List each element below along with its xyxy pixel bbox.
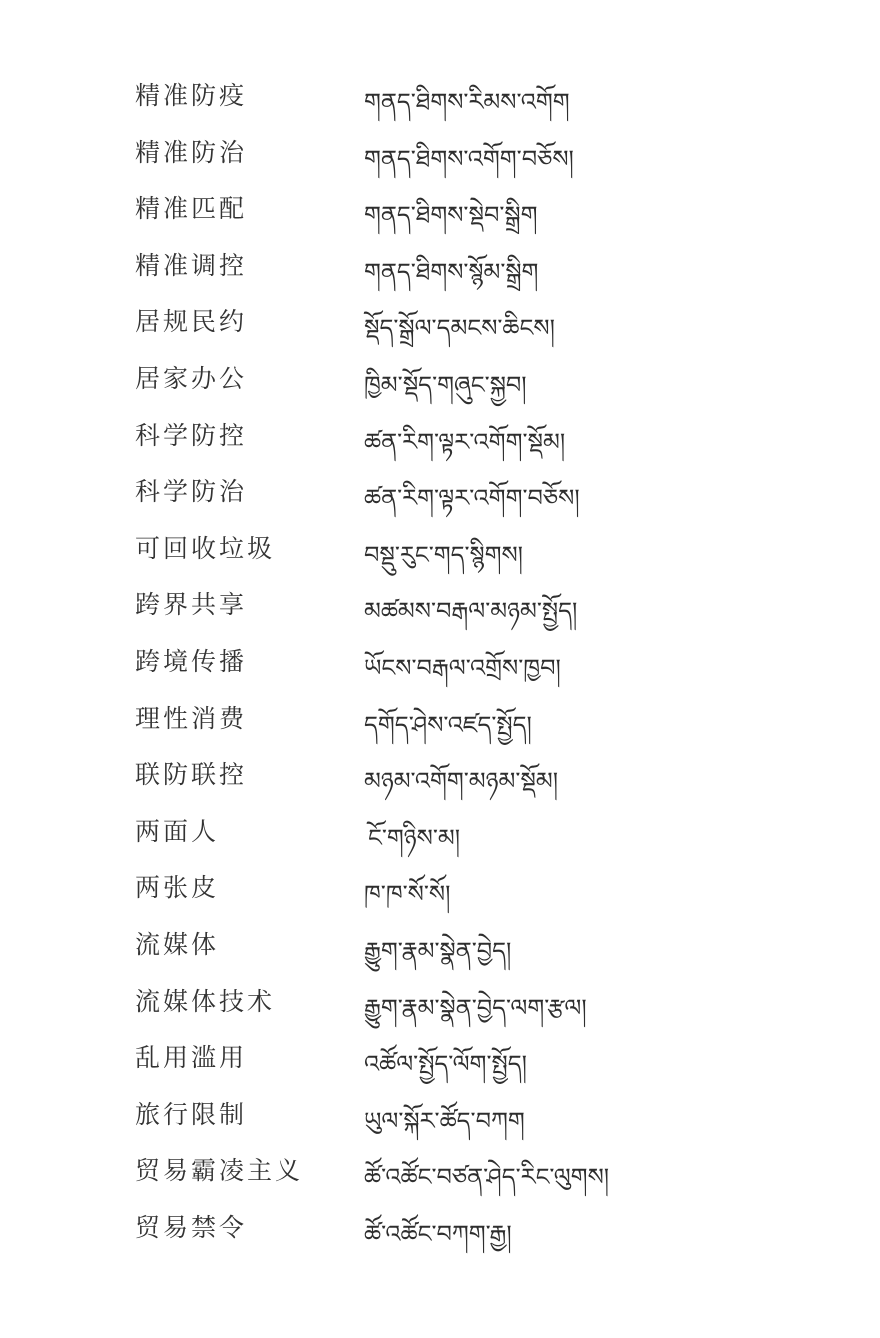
chinese-term: 贸易霸凌主义 bbox=[135, 1156, 304, 1186]
glossary-row bbox=[0, 68, 880, 125]
glossary-row bbox=[0, 181, 880, 238]
glossary-row bbox=[0, 1143, 880, 1200]
glossary-row bbox=[0, 125, 880, 182]
tibetan-term: གནད་ཐིགས་རིམས་འགོག bbox=[364, 88, 570, 116]
glossary-row bbox=[0, 691, 880, 748]
glossary-row bbox=[0, 1087, 880, 1144]
glossary-row bbox=[0, 408, 880, 465]
chinese-term: 旅行限制 bbox=[135, 1099, 248, 1129]
glossary-list bbox=[0, 68, 880, 1256]
chinese-term: 贸易禁令 bbox=[135, 1212, 248, 1242]
tibetan-term: ངོ་གཉིས་མ། bbox=[368, 823, 461, 852]
tibetan-term: འཚོལ་སྤྱོད་ལོག་སྤྱོད། bbox=[364, 1050, 527, 1079]
glossary-row bbox=[0, 917, 880, 974]
tibetan-term: སྡོད་སྒྲོལ་དམངས་ཆིངས། bbox=[364, 314, 555, 343]
chinese-term: 可回收垃圾 bbox=[135, 533, 276, 563]
glossary-row bbox=[0, 804, 880, 861]
glossary-row bbox=[0, 351, 880, 408]
chinese-term: 跨界共享 bbox=[135, 590, 248, 620]
chinese-term: 流媒体 bbox=[135, 929, 220, 959]
tibetan-term: ཚོ་འཚོང་བཙན་ཤེད་རིང་ལུགས། bbox=[364, 1163, 610, 1192]
chinese-term: 居家办公 bbox=[135, 363, 248, 393]
tibetan-term: ཡོངས་བརྒལ་འགྲོས་ཁྱབ། bbox=[364, 653, 561, 682]
tibetan-term: མཚམས་བརྒལ་མཉམ་སྤྱོད། bbox=[364, 597, 578, 626]
tibetan-term: ཁྱིམ་སྡོད་གཞུང་སྐྱབ། bbox=[364, 370, 527, 399]
tibetan-term: ཡུལ་སྐོར་ཚོད་བཀག bbox=[364, 1106, 525, 1135]
tibetan-term: མཉམ་འགོག་མཉམ་སྡོམ། bbox=[364, 767, 559, 796]
chinese-term: 精准防疫 bbox=[135, 81, 248, 110]
tibetan-term: ཚོ་འཚོང་བཀག་རྒྱ། bbox=[364, 1219, 512, 1248]
tibetan-term: ཚན་རིག་ལྟར་འགོག་སྡོམ། bbox=[364, 427, 566, 456]
tibetan-term: གནད་ཐིགས་འགོག་བཅོས། bbox=[364, 144, 574, 173]
glossary-row bbox=[0, 1200, 880, 1257]
glossary-row bbox=[0, 238, 880, 295]
tibetan-term: དགོད་ཤེས་འཛད་སྤྱོད། bbox=[364, 710, 532, 739]
chinese-term: 理性消费 bbox=[135, 703, 248, 733]
chinese-term: 精准调控 bbox=[135, 250, 248, 280]
tibetan-term: ཚན་རིག་ལྟར་འགོག་བཅོས། bbox=[364, 484, 580, 513]
glossary-row bbox=[0, 1030, 880, 1087]
chinese-term: 精准匹配 bbox=[135, 194, 248, 224]
tibetan-term: གནད་ཐིགས་སྙོམ་སྒྲིག bbox=[364, 257, 539, 286]
chinese-term: 科学防治 bbox=[135, 477, 248, 507]
tibetan-term: བསྡུ་རུང་གད་སྙིགས། bbox=[364, 540, 523, 569]
chinese-term: 居规民约 bbox=[135, 307, 248, 337]
chinese-term: 两张皮 bbox=[135, 873, 220, 903]
tibetan-term: རྒྱུག་རྣམ་སྣེན་བྱེད། bbox=[364, 936, 512, 965]
glossary-row bbox=[0, 860, 880, 917]
tibetan-term: ཁ་ཁ་སོ་སོ། bbox=[364, 880, 451, 909]
chinese-term: 跨境传播 bbox=[135, 646, 248, 676]
glossary-row bbox=[0, 294, 880, 351]
glossary-row bbox=[0, 634, 880, 691]
glossary-row bbox=[0, 464, 880, 521]
tibetan-term: གནད་ཐིགས་སྡེབ་སྒྲིག bbox=[364, 201, 538, 230]
chinese-term: 科学防控 bbox=[135, 420, 248, 450]
tibetan-term: རྒྱུག་རྣམ་སྣེན་བྱེད་ལག་རྩལ། bbox=[364, 993, 587, 1022]
chinese-term: 两面人 bbox=[135, 816, 220, 846]
glossary-row bbox=[0, 521, 880, 578]
chinese-term: 流媒体技术 bbox=[135, 986, 276, 1016]
glossary-row bbox=[0, 747, 880, 804]
chinese-term: 联防联控 bbox=[135, 760, 248, 790]
chinese-term: 精准防治 bbox=[135, 137, 248, 167]
chinese-term: 乱用滥用 bbox=[135, 1043, 248, 1073]
glossary-row bbox=[0, 577, 880, 634]
glossary-row bbox=[0, 974, 880, 1031]
